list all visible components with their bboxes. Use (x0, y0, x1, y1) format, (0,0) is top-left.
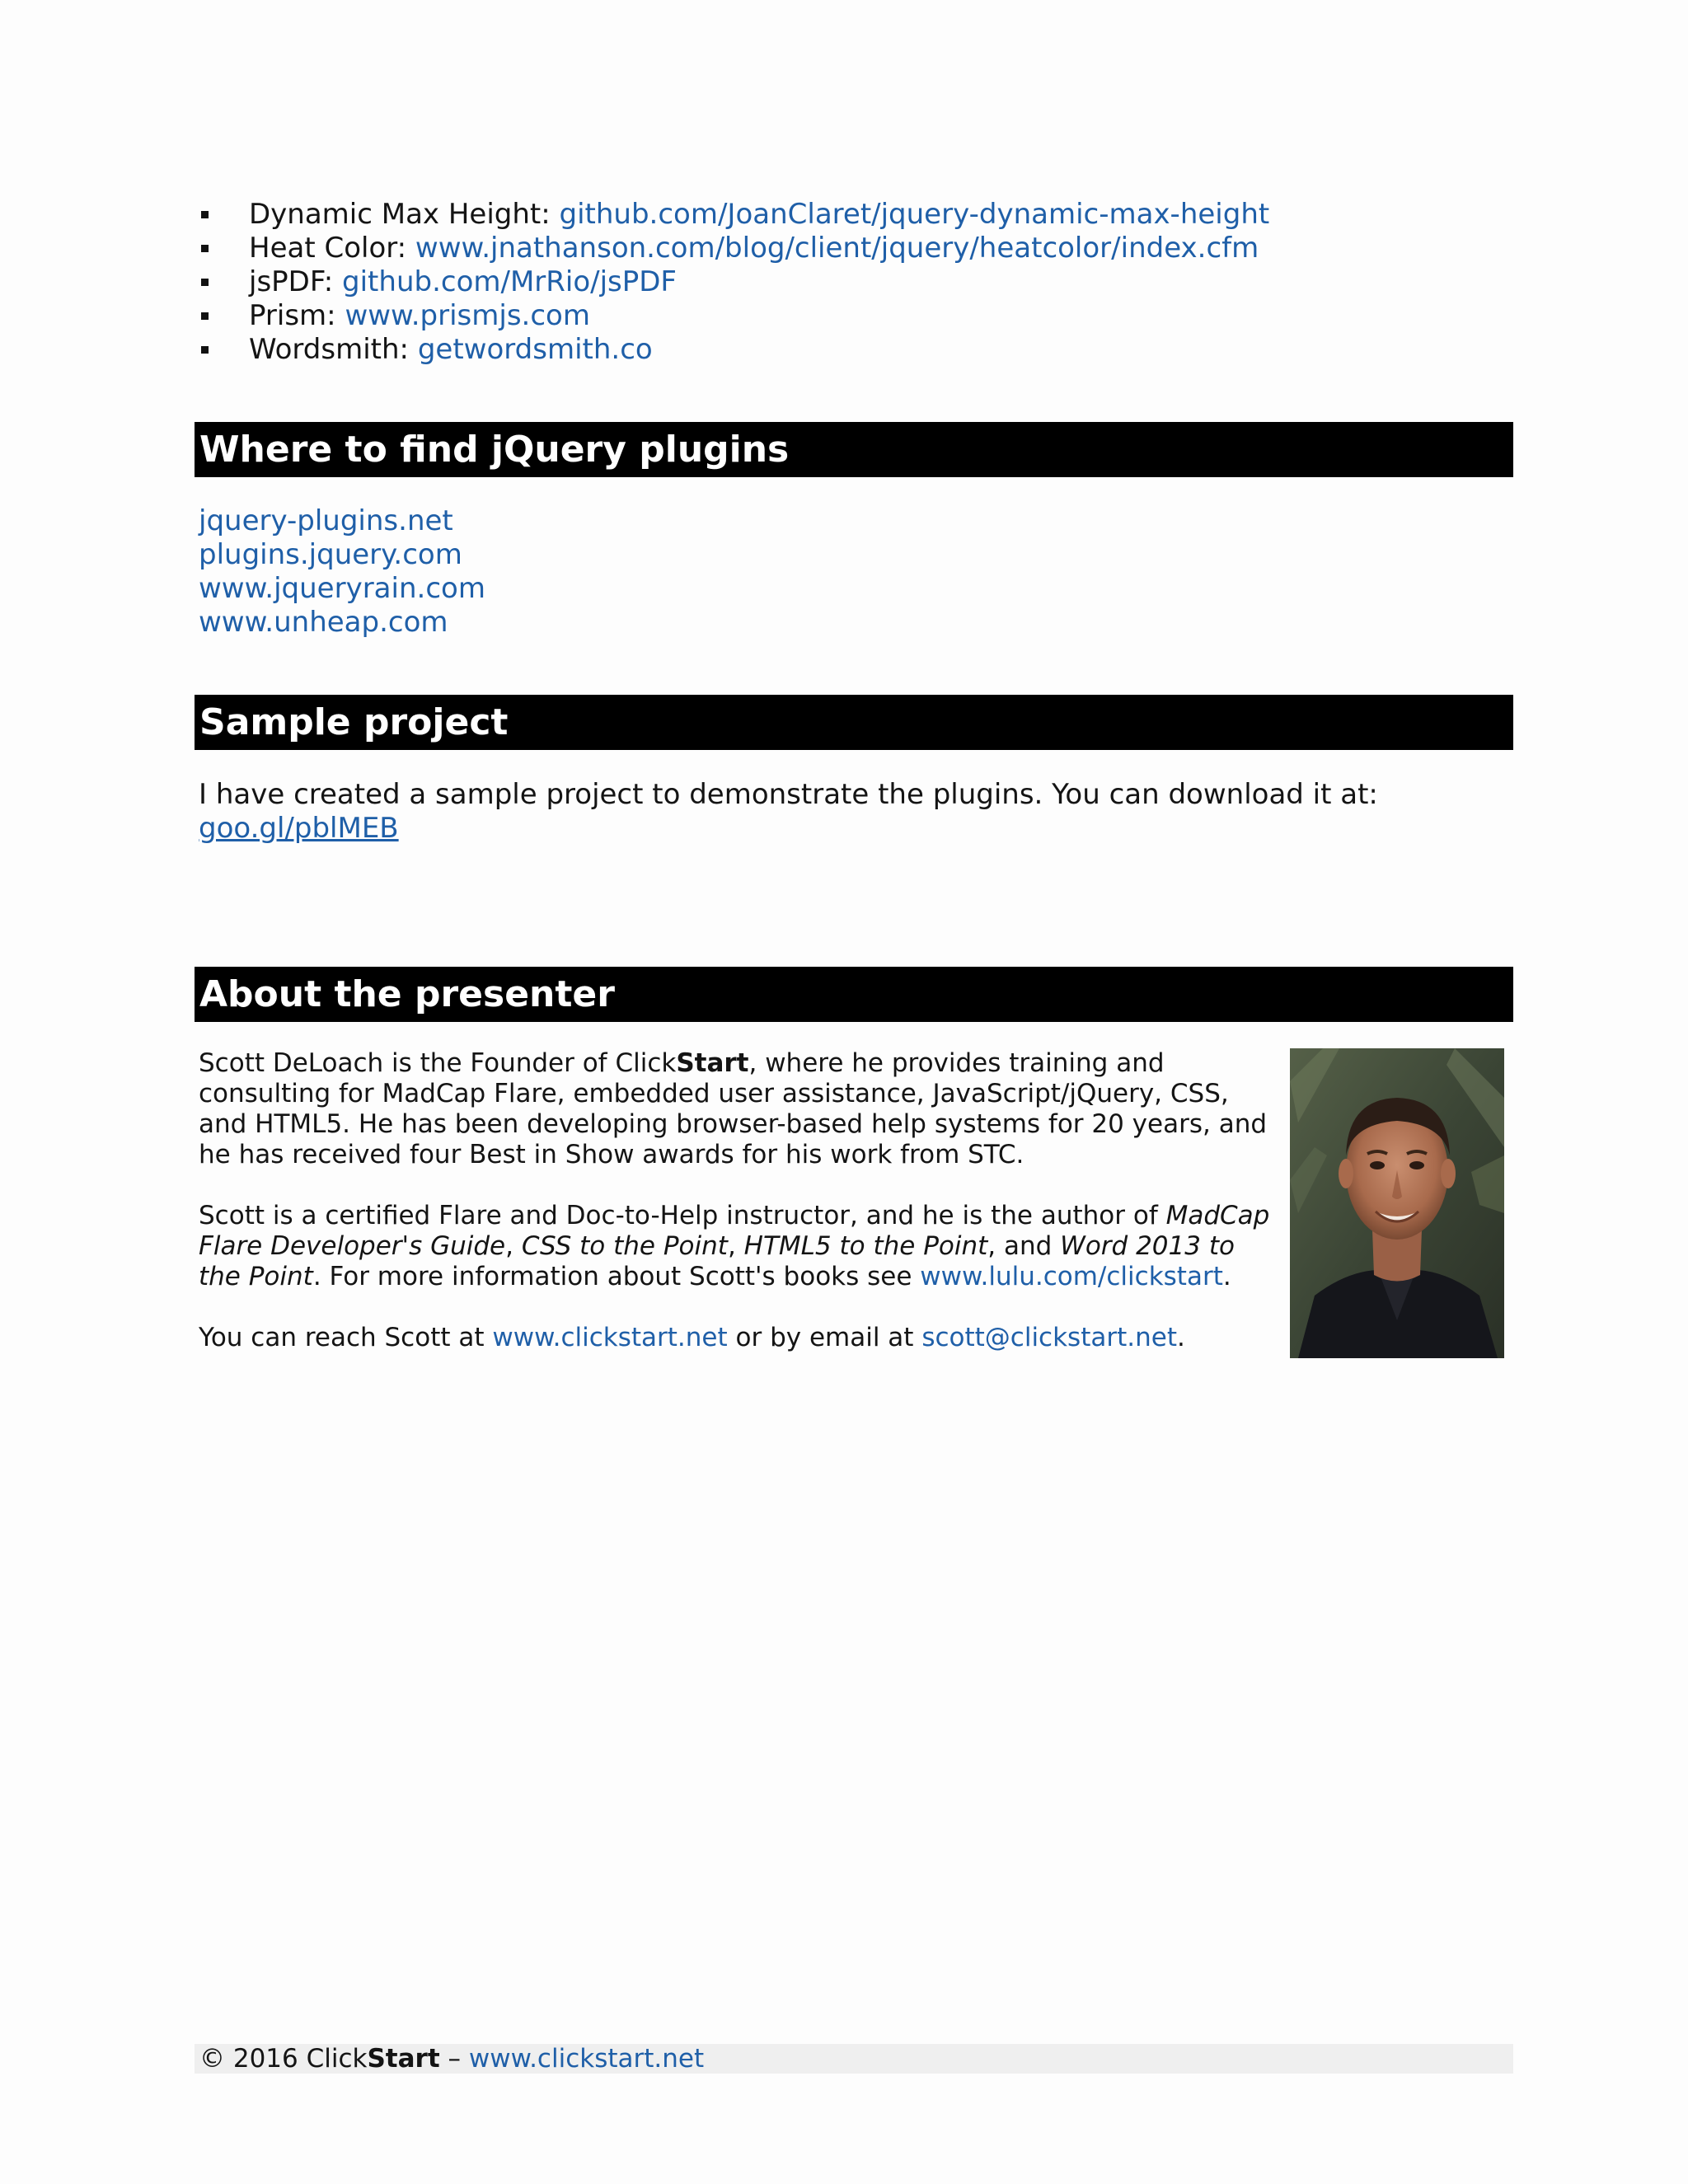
presenter-bio (199, 1048, 1270, 1384)
portrait-image (1290, 1048, 1504, 1358)
footer-website-link[interactable]: www.clickstart.net (468, 2044, 705, 2074)
plugin-label: Prism: (249, 299, 345, 332)
footer-brand-bold: Start (367, 2044, 440, 2074)
plugin-label: jsPDF: (249, 265, 343, 298)
site-link[interactable]: plugins.jquery.com (199, 538, 462, 571)
find-plugins-heading: Where to find jQuery plugins (195, 422, 1513, 477)
bio-text: , where he provides training and consulting for MadCap Flare, embedded user assistance, JavaScript/jQuery, CSS, and HTML5. He has been developing browser-based help systems for 20 years, and he has received four Best in Show awards for his work from STC. (199, 1048, 1268, 1169)
presenter-photo (1290, 1048, 1504, 1358)
plugin-link[interactable]: getwordsmith.co (417, 333, 653, 366)
bullet-icon (201, 312, 209, 320)
plugin-label: Wordsmith: (249, 333, 418, 366)
plugin-label: Dynamic Max Height: (249, 198, 560, 231)
plugin-link[interactable]: www.jnathanson.com/blog/client/jquery/heatcolor/index.cfm (415, 232, 1259, 265)
site-link[interactable]: www.unheap.com (199, 606, 448, 639)
bullet-icon (201, 245, 209, 252)
sample-download-link[interactable]: goo.gl/pblMEB (199, 812, 399, 845)
plugin-link[interactable]: github.com/JoanClaret/jquery-dynamic-max-height (559, 198, 1270, 231)
bio-paragraph (199, 1201, 1270, 1292)
book-title: CSS to the Point (521, 1231, 728, 1261)
bio-text: Scott is a certified Flare and Doc-to-Help instructor, and he is the author of (199, 1201, 1166, 1230)
bio-text: . (1176, 1323, 1185, 1352)
bio-text: Scott DeLoach is the Founder of Click (199, 1048, 677, 1078)
bio-paragraph (199, 1048, 1270, 1170)
bullet-icon (201, 279, 209, 286)
plugin-sites-list (199, 504, 485, 640)
plugin-link[interactable]: www.prismjs.com (345, 299, 590, 332)
email-link[interactable]: scott@clickstart.net (921, 1323, 1177, 1352)
separator: , and (987, 1231, 1061, 1261)
footer-copyright: © 2016 Click (199, 2044, 368, 2074)
book-title: MadCap Flare Developer's Guide (199, 1201, 1270, 1261)
bullet-icon (201, 211, 209, 218)
bio-text: You can reach Scott at (199, 1323, 493, 1352)
site-link[interactable]: jquery-plugins.net (199, 504, 453, 537)
page-footer (195, 2044, 1513, 2074)
plugin-link[interactable]: github.com/MrRio/jsPDF (342, 265, 677, 298)
footer-dash: – (439, 2044, 469, 2074)
site-link[interactable]: www.jqueryrain.com (199, 572, 485, 605)
bio-text: or by email at (727, 1323, 922, 1352)
separator: , (505, 1231, 522, 1261)
sample-description: I have created a sample project to demonstrate the plugins. You can download it at: (199, 778, 1378, 811)
brand-bold: Start (676, 1048, 749, 1078)
plugin-list (198, 198, 1517, 367)
list-item (198, 232, 1517, 265)
bio-paragraph (199, 1323, 1270, 1353)
list-item (198, 333, 1517, 367)
separator: , (727, 1231, 744, 1261)
bio-text: . (1222, 1262, 1231, 1291)
bio-text: . For more information about Scott's books see (312, 1262, 921, 1291)
list-item (198, 198, 1517, 232)
sample-project-text (199, 778, 1517, 846)
website-link[interactable]: www.clickstart.net (492, 1323, 728, 1352)
list-item (198, 299, 1517, 333)
books-link[interactable]: www.lulu.com/clickstart (920, 1262, 1223, 1291)
book-title: HTML5 to the Point (743, 1231, 988, 1261)
plugin-label: Heat Color: (249, 232, 415, 265)
about-presenter-heading: About the presenter (195, 967, 1513, 1022)
sample-project-heading: Sample project (195, 695, 1513, 750)
list-item (198, 265, 1517, 299)
bullet-icon (201, 346, 209, 354)
book-title: Word 2013 to the Point (199, 1231, 1235, 1291)
